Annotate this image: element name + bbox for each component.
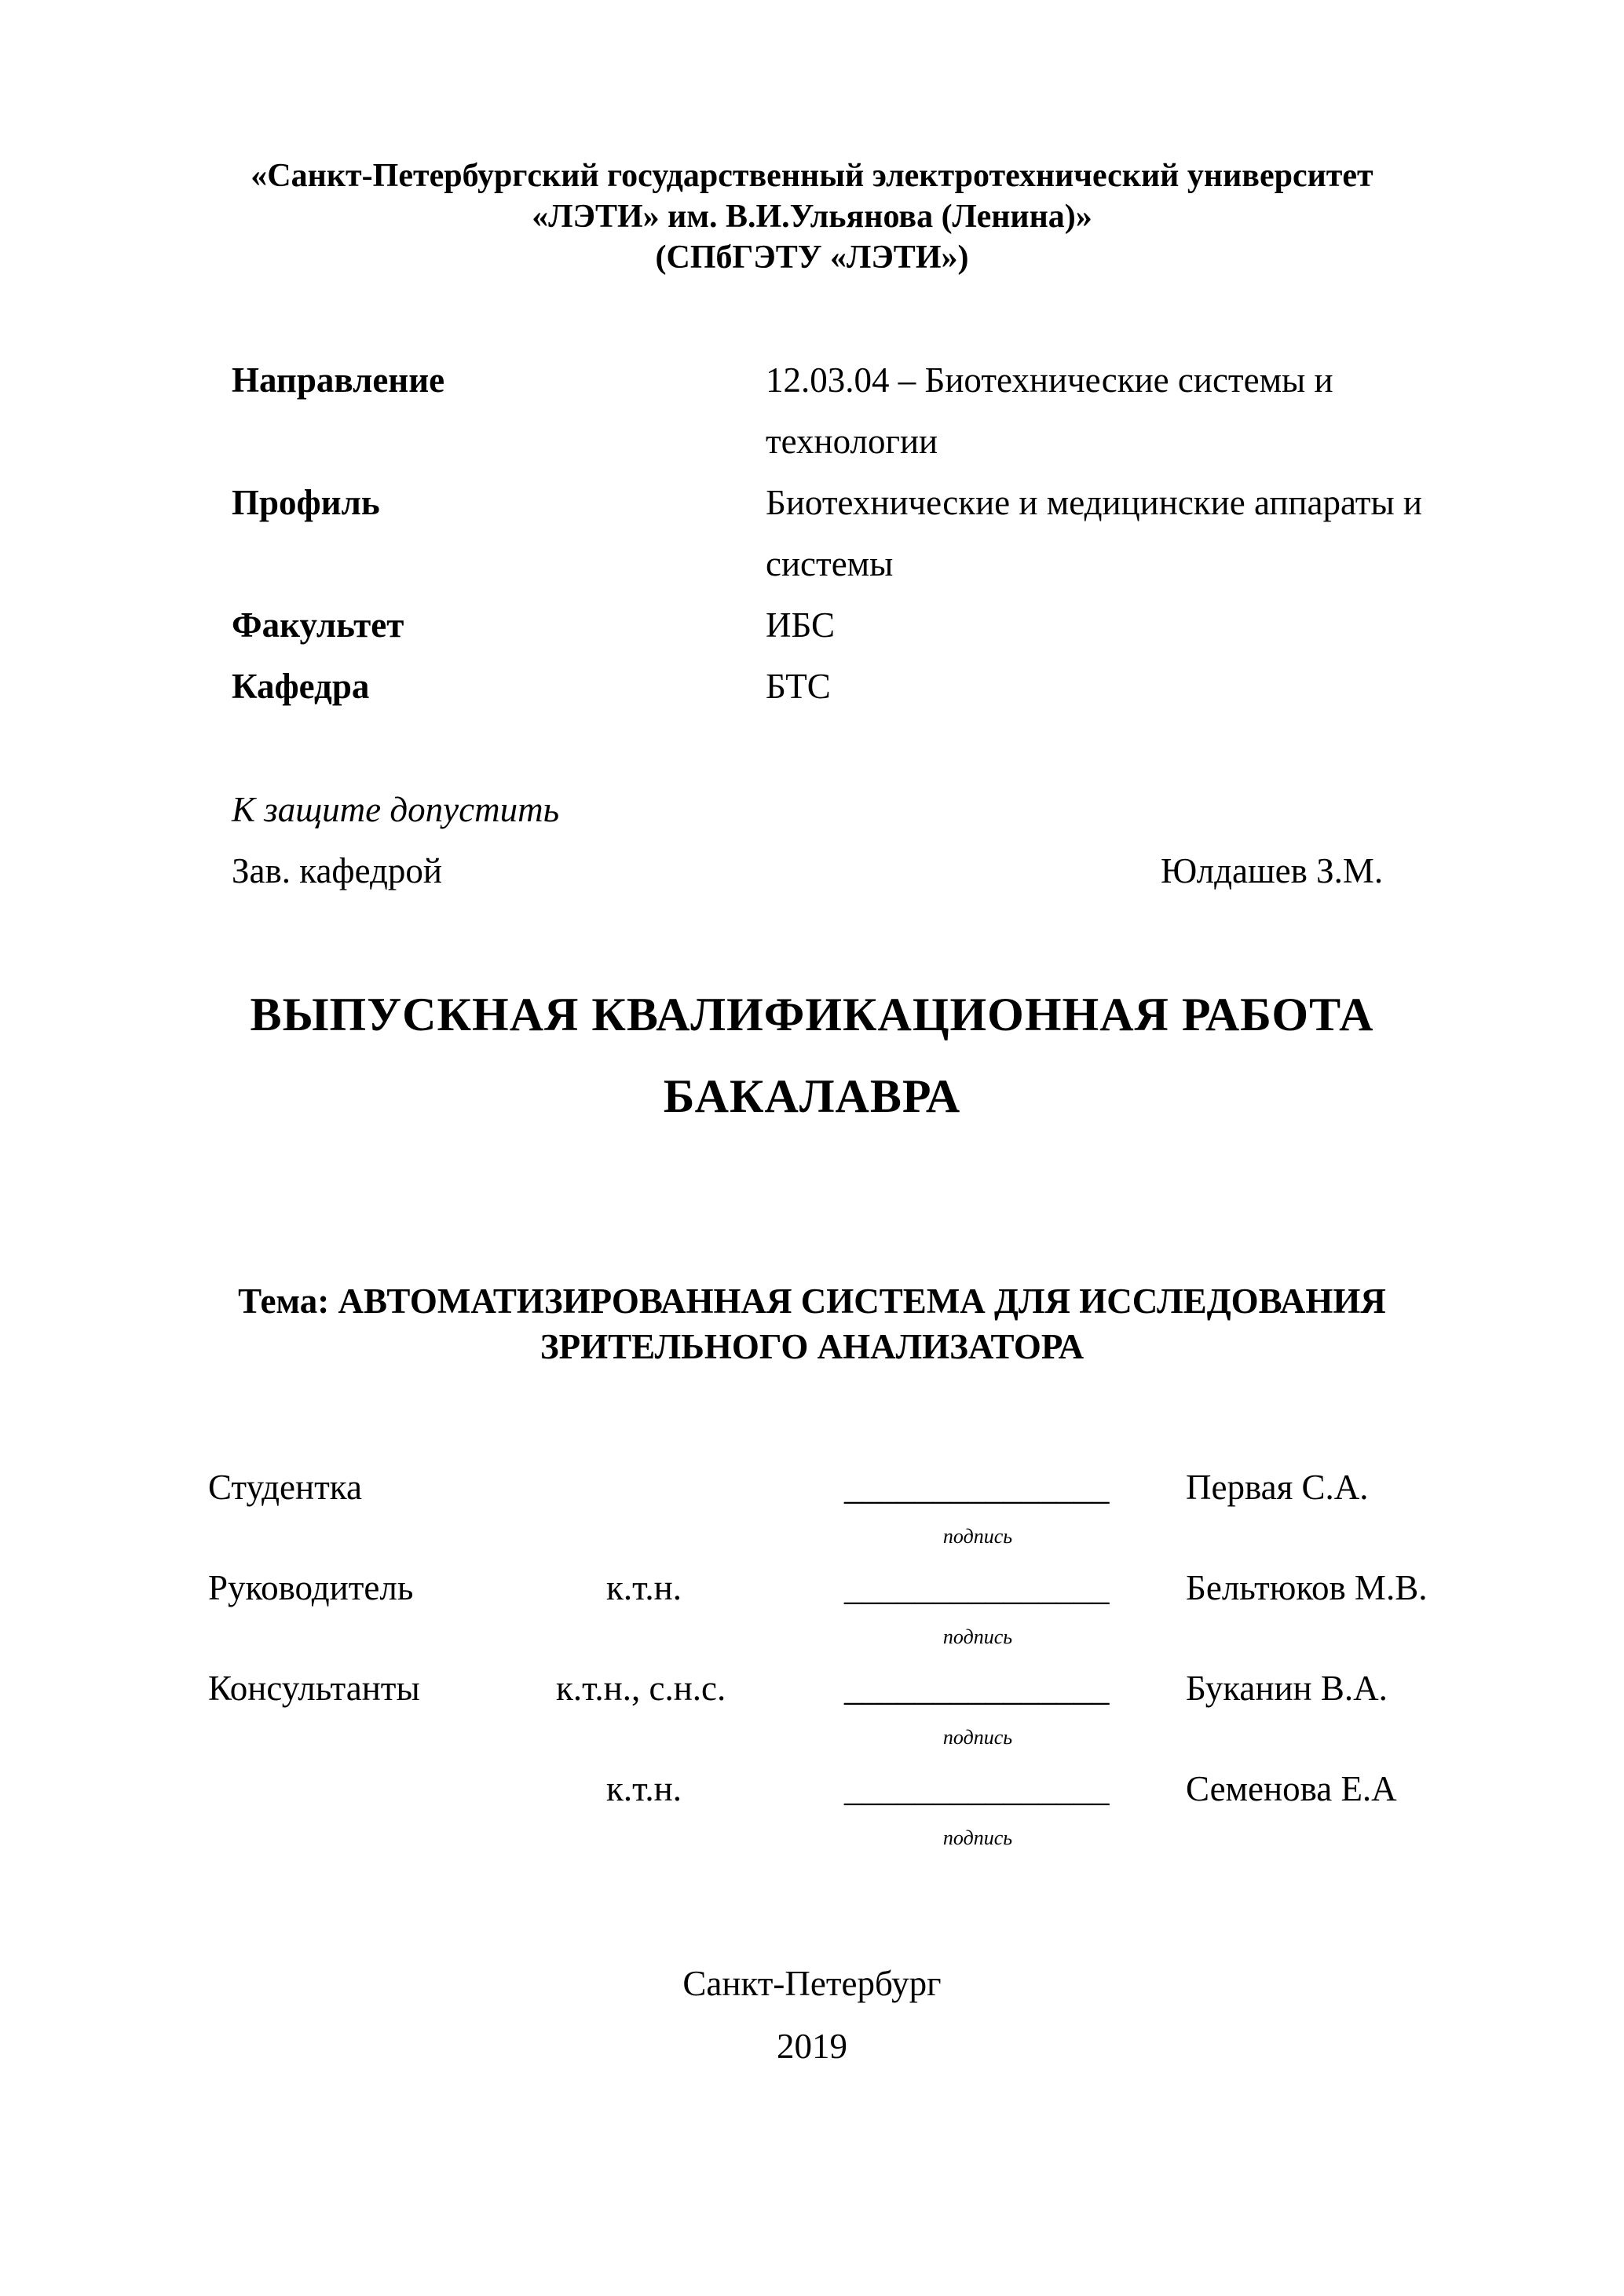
signature-line: _______________ xyxy=(844,1568,1110,1607)
theme-line1: Тема: АВТОМАТИЗИРОВАННАЯ СИСТЕМА ДЛЯ ИССЛЕДОВАНИЯ xyxy=(238,1281,1386,1321)
signature-role-student: Студентка xyxy=(208,1468,362,1507)
profile-label: Профиль xyxy=(232,483,380,522)
admission-heading: К защите допустить xyxy=(232,790,560,829)
direction-value-line1: 12.03.04 – Биотехнические системы и xyxy=(766,360,1333,400)
signature-line: _______________ xyxy=(844,1769,1110,1808)
signature-role-consultants: Консультанты xyxy=(208,1669,420,1708)
footer-city: Санкт-Петербург xyxy=(682,1964,942,2003)
profile-value-line2: системы xyxy=(766,544,894,583)
signature-caption: подпись xyxy=(942,1726,1013,1749)
signature-caption: подпись xyxy=(942,1625,1013,1648)
direction-value-line2: технологии xyxy=(766,422,938,461)
work-title-line2: БАКАЛАВРА xyxy=(663,1070,961,1122)
department-head-label: Зав. кафедрой xyxy=(232,851,442,890)
profile-value-line1: Биотехнические и медицинские аппараты и xyxy=(766,483,1423,522)
signature-degree-consultant-1: к.т.н., с.н.с. xyxy=(556,1669,726,1708)
department-value: БТС xyxy=(766,667,831,706)
signature-role-supervisor: Руководитель xyxy=(208,1568,414,1607)
faculty-label: Факультет xyxy=(232,605,404,645)
signature-name-consultant-2: Семенова Е.А xyxy=(1186,1769,1397,1808)
signature-caption: подпись xyxy=(942,1525,1013,1548)
university-abbreviation: (СПбГЭТУ «ЛЭТИ») xyxy=(655,239,969,276)
signature-degree-consultant-2: к.т.н. xyxy=(606,1769,682,1808)
signature-degree-supervisor: к.т.н. xyxy=(606,1568,682,1607)
department-label: Кафедра xyxy=(232,667,370,706)
signature-line: _______________ xyxy=(844,1468,1110,1507)
university-name-line1: «Санкт-Петербургский государственный электротехнический университет xyxy=(251,158,1373,194)
faculty-value: ИБС xyxy=(766,605,836,645)
signature-caption: подпись xyxy=(942,1826,1013,1849)
work-title-line1: ВЫПУСКНАЯ КВАЛИФИКАЦИОННАЯ РАБОТА xyxy=(250,989,1374,1040)
theme-line2: ЗРИТЕЛЬНОГО АНАЛИЗАТОРА xyxy=(540,1327,1084,1366)
department-head-name: Юлдашев З.М. xyxy=(1161,851,1384,890)
signature-name-consultant-1: Буканин В.А. xyxy=(1186,1669,1388,1708)
signature-line: _______________ xyxy=(844,1669,1110,1708)
university-name-line2: «ЛЭТИ» им. В.И.Ульянова (Ленина)» xyxy=(532,199,1092,235)
footer-year: 2019 xyxy=(777,2027,847,2066)
signature-name-student: Первая С.А. xyxy=(1186,1468,1369,1507)
signature-name-supervisor: Бельтюков М.В. xyxy=(1186,1568,1428,1607)
direction-label: Направление xyxy=(232,360,445,400)
